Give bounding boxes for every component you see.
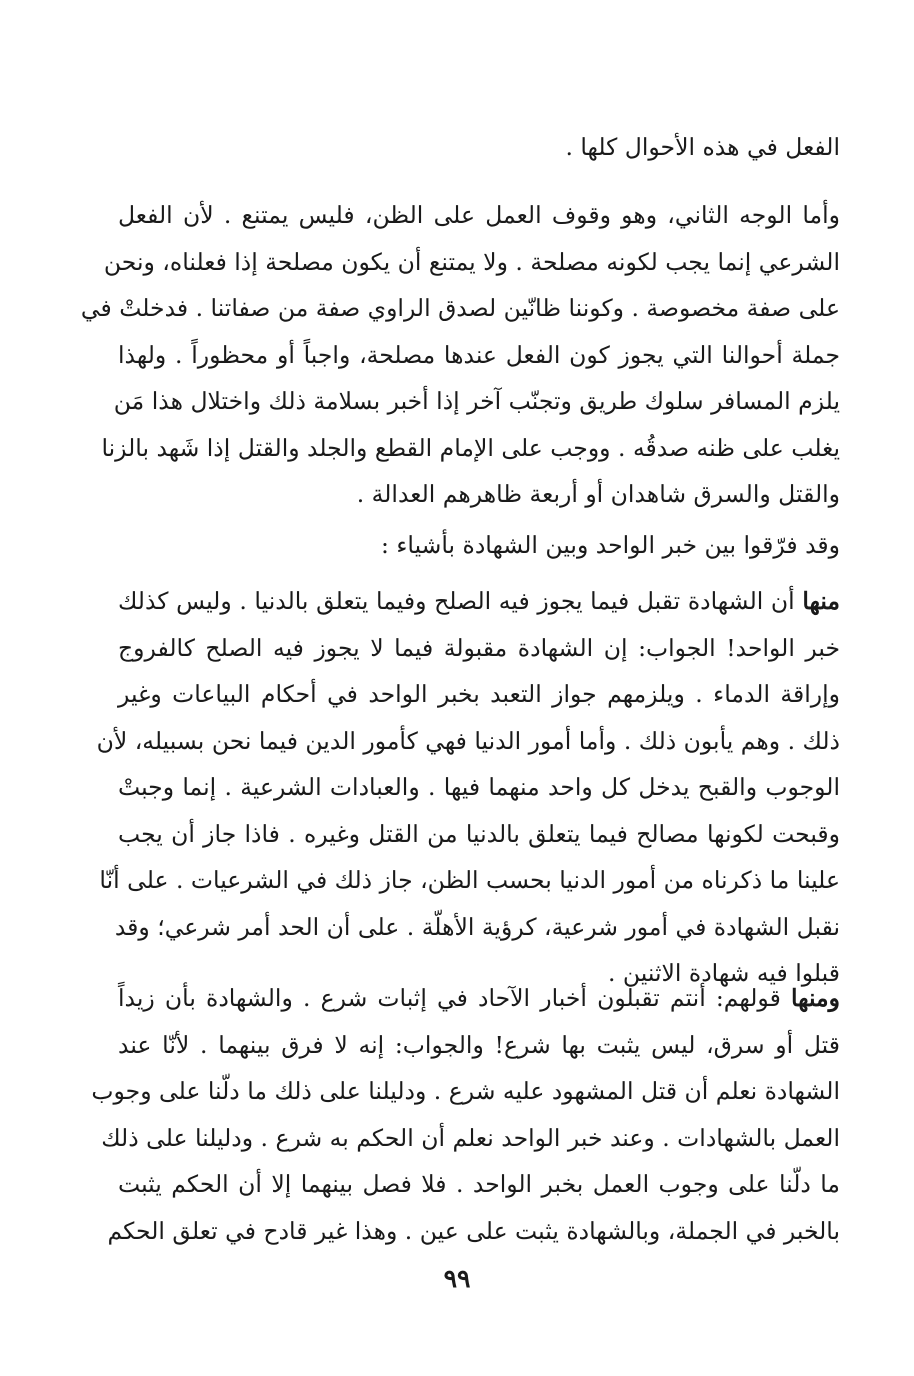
text-line: على صفة مخصوصة . وكوننا ظانّين لصدق الراوي صفة من صفاتنا . فدخلتْ في — [80, 294, 840, 322]
text-line: قبلوا فيه شهادة الاثنين . — [607, 959, 840, 987]
text-line: الشرعي إنما يجب لكونه مصلحة . ولا يمتنع أن يكون مصلحة إذا فعلناه، ونحن — [103, 247, 840, 276]
text-line: نقبل الشهادة في أمور شرعية، كرؤية الأهلّة . على أن الحد أمر شرعي؛ وقد — [114, 912, 840, 941]
text-run: قولهم: أنتم تقبلون أخبار الآحاد في إثبات شرع . والشهادة بأن زيداً — [118, 984, 791, 1012]
text-line: وقبحت لكونها مصالح فيما يتعلق بالدنيا من القتل وغيره . فاذا جاز أن يجب — [118, 819, 840, 848]
paragraph-second-difference — [91, 975, 840, 1254]
text-line: بالخبر في الجملة، وبالشهادة يثبت على عين . وهذا غير قادح في تعلق الحكم — [107, 1216, 840, 1245]
text-line: ذلك . وهم يأبون ذلك . وأما أمور الدنيا فهي كأمور الدين فيما نحن بسبيله، لأن — [96, 726, 840, 755]
text-line: يلزم المسافر سلوك طريق وتجنّب آخر إذا أخبر بسلامة ذلك واختلال هذا مَن — [113, 387, 840, 415]
text-line: والقتل والسرق شاهدان أو أربعة ظاهرهم العدالة . — [356, 480, 840, 508]
text-line: الشهادة نعلم أن قتل المشهود عليه شرع . ودليلنا على ذلك ما دلّنا على وجوب — [91, 1077, 840, 1105]
text-line: الوجوب والقبح يدخل كل واحد منهما فيها . والعبادات الشرعية . إنما وجبتْ — [118, 773, 840, 801]
text-line: الفعل في هذه الأحوال كلها . — [565, 133, 840, 161]
text-line — [118, 975, 840, 1022]
text-line: ما دلّنا على وجوب العمل بخبر الواحد . فلا فصل بينهما إلا أن الحكم يثبت — [118, 1170, 840, 1198]
text-line: وقد فرّقوا بين خبر الواحد وبين الشهادة بأشياء : — [380, 531, 840, 559]
text-line: جملة أحوالنا التي يجوز كون الفعل عندها مصلحة، واجباً أو محظوراً . ولهذا — [118, 340, 840, 369]
paragraph-differences-intro — [118, 522, 840, 569]
text-line: قتل أو سرق، ليس يثبت بها شرع! والجواب: إنه لا فرق بينهما . لأنّا عند — [118, 1030, 840, 1059]
text-line: يغلب على ظنه صدقُه . ووجب على الإمام القطع والجلد والقتل إذا شَهد بالزنا — [101, 433, 840, 462]
text-line: وإراقة الدماء . ويلزمهم جواز التعبد بخبر الواحد في أحكام البياعات وغير — [118, 680, 840, 708]
page-number: ٩٩ — [443, 1264, 471, 1293]
text-run: أن الشهادة تقبل فيما يجوز فيه الصلح وفيما يتعلق بالدنيا . وليس كذلك — [118, 587, 803, 615]
text-line: العمل بالشهادات . وعند خبر الواحد نعلم أن الحكم به شرع . ودليلنا على ذلك — [101, 1123, 840, 1152]
text-line — [118, 578, 840, 625]
paragraph-second-aspect — [80, 192, 840, 518]
text-line: علينا ما ذكرناه من أمور الدنيا بحسب الظن، جاز ذلك في الشرعيات . على أنّا — [99, 866, 840, 894]
paragraph-lead-word: منها — [802, 587, 840, 615]
text-line: وأما الوجه الثاني، وهو وقوف العمل على الظن، فليس يمتنع . لأن الفعل — [118, 201, 840, 229]
paragraph-first-difference — [96, 578, 840, 997]
paragraph-lead-word: ومنها — [790, 984, 840, 1012]
text-line: خبر الواحد! الجواب: إن الشهادة مقبولة فيما لا يجوز فيه الصلح كالفروج — [118, 633, 840, 662]
paragraph-continuation — [118, 124, 840, 171]
